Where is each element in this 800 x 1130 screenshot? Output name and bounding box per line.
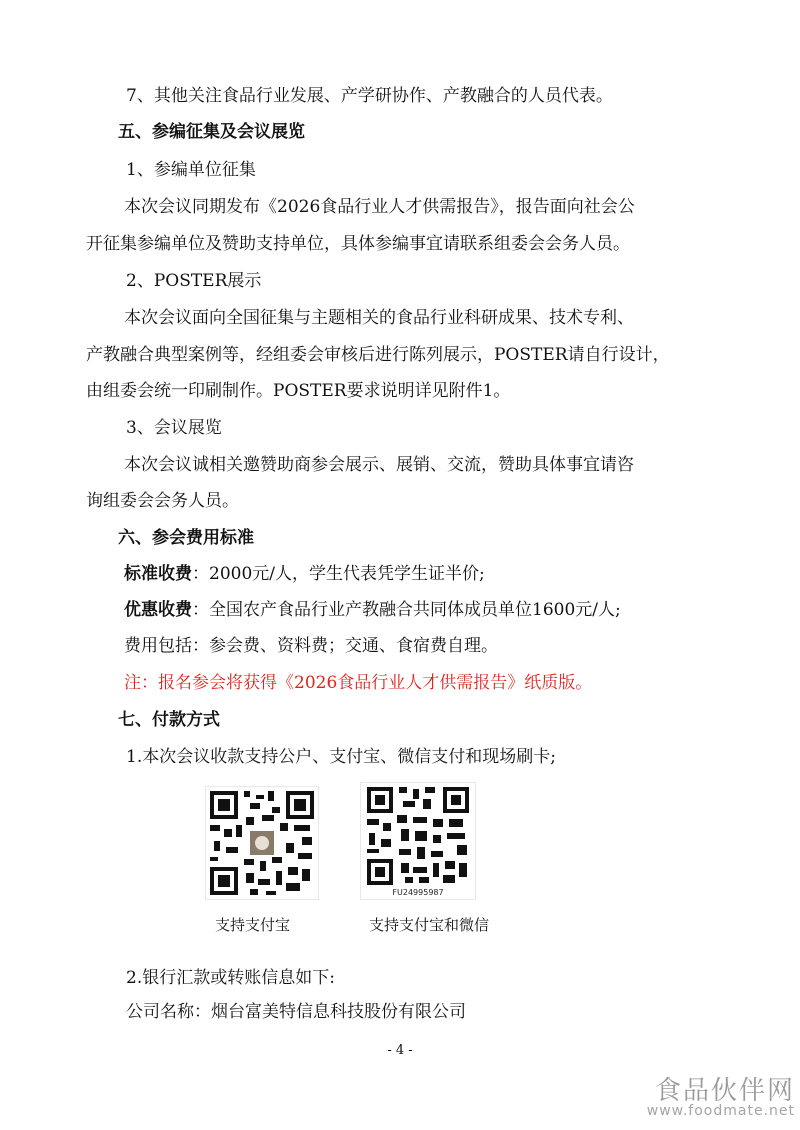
qr-code-serial: FU24995987 xyxy=(392,888,444,897)
watermark-url: www.foodmate.net xyxy=(646,1103,795,1119)
subsection-3-paragraph-line-2: 询组委会会务人员。 xyxy=(86,491,239,511)
subsection-2-title: 2、POSTER展示 xyxy=(126,271,262,291)
subsection-1-paragraph-line-2: 开征集参编单位及赞助支持单位，具体参编事宜请联系组委会会务人员。 xyxy=(86,234,630,254)
page-number: - 4 - xyxy=(387,1043,413,1058)
fee-discount-value: ：全国农产食品行业产教融合共同体成员单位1600元/人; xyxy=(192,600,621,620)
subsection-3-paragraph-line-1: 本次会议诚相关邀赞助商参会展示、展销、交流，赞助具体事宜请咨 xyxy=(124,455,634,475)
payment-method-2: 2.银行汇款或转账信息如下: xyxy=(126,968,335,988)
item-7: 7、其他关注食品行业发展、产学研协作、产教融合的人员代表。 xyxy=(126,86,613,106)
fee-discount-label: 优惠收费 xyxy=(124,600,192,620)
section-6-heading: 六、参会费用标准 xyxy=(118,528,254,548)
fee-discount-line xyxy=(124,598,621,622)
payment-method-1: 1.本次会议收款支持公户、支付宝、微信支付和现场刷卡; xyxy=(126,747,556,767)
alipay-wechat-qr-caption: 支持支付宝和微信 xyxy=(369,916,490,934)
subsection-2-paragraph-line-2: 产教融合典型案例等，经组委会审核后进行陈列展示，POSTER请自行设计， xyxy=(86,345,670,365)
alipay-wechat-qr-code xyxy=(360,782,476,900)
watermark-chinese: 食品伙伴网 xyxy=(654,1076,795,1106)
subsection-2-paragraph-line-3: 由组委会统一印刷制作。POSTER要求说明详见附件1。 xyxy=(86,381,511,401)
alipay-qr-code xyxy=(205,786,319,900)
subsection-1-title: 1、参编单位征集 xyxy=(126,160,256,180)
subsection-1-paragraph-line-1: 本次会议同期发布《2026食品行业人才供需报告》，报告面向社会公 xyxy=(124,197,635,217)
company-name: 公司名称：烟台富美特信息科技股份有限公司 xyxy=(126,1002,466,1022)
fee-includes: 费用包括：参会费、资料费；交通、食宿费自理。 xyxy=(124,636,498,656)
foodmate-watermark xyxy=(510,1070,795,1125)
fee-standard-value: ：2000元/人，学生代表凭学生证半价; xyxy=(192,564,485,584)
section-7-heading: 七、付款方式 xyxy=(118,710,220,730)
fee-standard-line xyxy=(124,562,485,586)
fee-standard-label: 标准收费 xyxy=(124,564,192,584)
section-5-heading: 五、参编征集及会议展览 xyxy=(118,122,305,142)
subsection-3-title: 3、会议展览 xyxy=(126,418,222,438)
alipay-qr-caption: 支持支付宝 xyxy=(215,916,291,934)
subsection-2-paragraph-line-1: 本次会议面向全国征集与主题相关的食品行业科研成果、技术专利、 xyxy=(124,308,634,328)
fee-note: 注：报名参会将获得《2026食品行业人才供需报告》纸质版。 xyxy=(124,673,593,693)
